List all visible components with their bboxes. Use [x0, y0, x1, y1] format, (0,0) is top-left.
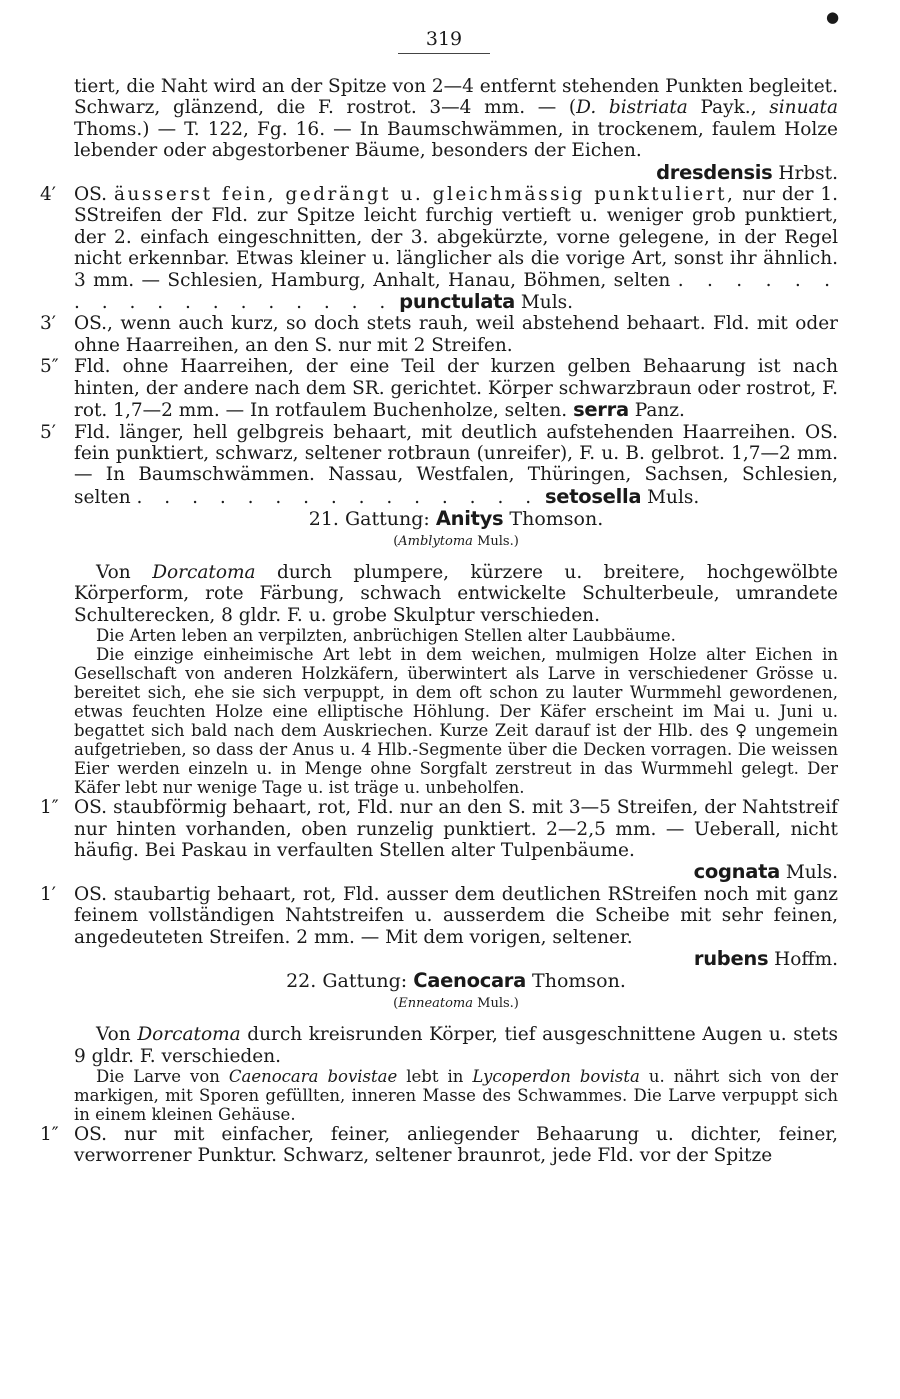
paragraph-continued: tiert, die Naht wird an der Spitze von 2—4 entfernt stehenden Punkten begleitet. Schwarz, glänzend, die F. rostrot. 3—4 mm. — (D. bistriata Payk., sinuata Thoms.) — T. 122, Fg. 16. — In Baumschwämmen, in trockenem, faulem Holze lebender oder abgestorbener Bäume, besonders der Eichen. [74, 76, 838, 162]
species-dresdensis: dresdensis Hrbst. [656, 160, 838, 184]
species-punctulata: punctulata [399, 290, 515, 314]
key-couplet-1a: 1″ OS. staubförmig behaart, rot, Fld. nur an den S. mit 3—5 Streifen, der Nahtstreif nur hinten vorhanden, oben runzelig punktiert. 2—2,5 mm. — Ueberall, nicht häufig. Bei Paskau in verfaulten Stellen alter Tulpenbäume. [40, 797, 838, 861]
page-number: 319 [425, 28, 463, 50]
genus-synonym: (Enneatoma Muls.) [393, 995, 519, 1011]
key-couplet-5a: 5″ Fld. ohne Haarreihen, der eine Teil der kurzen gelben Behaarung ist nach hinten, der andere nach dem SR. gerichtet. Körper schwarzbraun oder rostrot, F. rot. 1,7—2 mm. — In rotfaulem Buchenholze, selten. serra Panz. [40, 356, 838, 422]
species-rubens: rubens Hoffm. [693, 947, 838, 970]
genus-heading-anitys: 21. Gattung: Anitys Thomson. [308, 507, 604, 531]
genus-heading-caenocara: 22. Gattung: Caenocara Thomson. [286, 969, 626, 993]
header-rule [398, 53, 490, 54]
ink-spot: ● [826, 8, 840, 26]
genus-habitat-note: Die Arten leben an verpilzten, anbrüchigen Stellen alter Laubbäume. [96, 626, 676, 646]
key-couplet-1b: 1′ OS. staubartig behaart, rot, Fld. ausser dem deutlichen RStreifen noch mit ganz feinem vollständigen Nahtstreifen u. ausserdem die Scheibe mit sehr feinen, angedeuteten Streifen. 2 mm. — Mit dem vorigen, seltener. [40, 883, 838, 948]
genus-description: Von Dorcatoma durch plumpere, kürzere u. breitere, hochgewölbte Körperform, rote Färbung, schwach entwickelte Schulterbeule, umrandete Schulterecken, 8 gldr. F. u. grobe Skulptur verschieden. [74, 561, 838, 626]
species-cognata: cognata Muls. [693, 860, 838, 884]
key-couplet-4b: 4′ OS. äusserst fein, gedrängt u. gleichmässig punktuliert, nur der 1. SStreifen der Fld. zur Spitze leicht furchig vertieft u. weniger grob punktiert, der 2. einfach eingeschnitten, der 3. abgekürzte, vorne gelegene, in der Regel nicht erkennbar. Etwas kleiner u. länglicher als die vorige Art, sonst ihr ähnlich. 3 mm. — Schlesien, Hamburg, Anhalt, Hanau, Böhmen, selten . . . . . . . . . . . . . . . . . . punctulata Muls. [40, 184, 839, 314]
species-setosella: setosella [544, 484, 642, 508]
key-couplet-5b: 5′ Fld. länger, hell gelbgreis behaart, mit deutlich aufstehenden Haarreihen. OS. fein punktiert, schwarz, seltener rotbraun (unreifer), F. u. B. gelbrot. 1,7—2 mm. — In Baumschwämmen. Nassau, Westfalen, Thüringen, Sachsen, Schlesien, selten . . . . . . . . . . . . . . . setosella Muls. [40, 421, 838, 508]
species-serra: serra [573, 398, 629, 422]
page-body [40, 76, 839, 1167]
genus-description: Von Dorcatoma durch kreisrunden Körper, tief ausgeschnittene Augen u. stets 9 gldr. F. verschieden. [74, 1024, 839, 1067]
genus-larva-note: Die Larve von Caenocara bovistae lebt in Lycoperdon bovista u. nährt sich von der markigen, mit Sporen gefüllten, inneren Masse des Schwammes. Die Larve verpuppt sich in einem kleinen Gehäuse. [74, 1067, 838, 1125]
genus-synonym: (Amblytoma Muls.) [393, 533, 519, 549]
key-couplet-1a-caenocara: 1″ OS. nur mit einfacher, feiner, anliegender Behaarung u. dichter, feiner, verworrener Punktur. Schwarz, seltener braunrot, jede Fld. vor der Spitze [40, 1124, 838, 1167]
key-couplet-3b: 3′ OS., wenn auch kurz, so doch stets rauh, weil abstehend behaart. Fld. mit oder ohne Haarreihen, an den S. nur mit 2 Streifen. [40, 313, 838, 356]
genus-biology-note: Die einzige einheimische Art lebt in dem weichen, mulmigen Holze alter Eichen in Gesellschaft von anderen Holzkäfern, überwintert als Larve in verschiedener Grösse u. bereitet sich, ehe sie sich verpuppt, in dem oft schon zu lauter Wurmmehl gewordenen, etwas feuchten Holze eine elliptische Höhlung. Der Käfer erscheint im Mai u. Juni u. begattet sich bald nach dem Auskriechen. Kurze Zeit darauf ist der Hlb. des ♀ ungemein aufgetrieben, so dass der Anus u. 4 Hlb.-Segmente über die Decken vorragen. Die weissen Eier werden einzeln u. in Menge ohne Sorgfalt zerstreut in das Wurmmehl gelegt. Der Käfer lebt nur wenige Tage u. ist träge u. unbeholfen. [74, 645, 838, 798]
